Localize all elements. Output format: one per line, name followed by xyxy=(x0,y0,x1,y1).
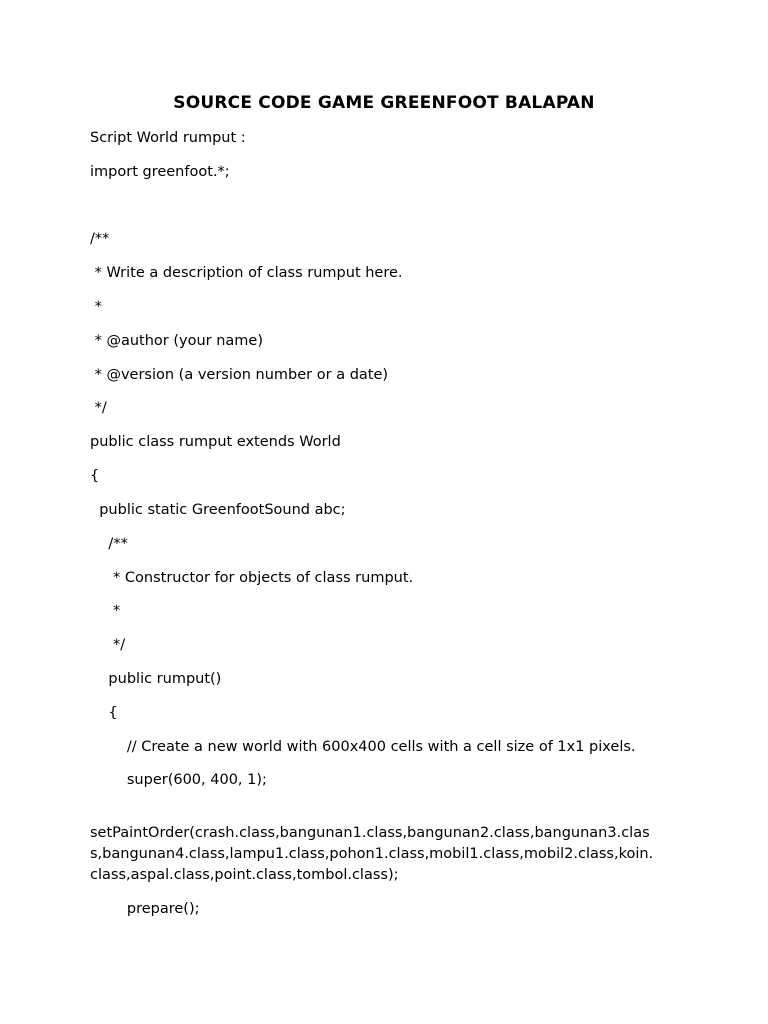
code-line: public class rumput extends World xyxy=(90,434,341,450)
text-line: import greenfoot.*; xyxy=(90,164,230,180)
document-title: SOURCE CODE GAME GREENFOOT BALAPAN xyxy=(173,93,595,113)
code-paragraph: setPaintOrder(crash.class,bangunan1.class,bangunan2.class,bangunan3.clas s,bangunan4.class,lampu1.class,pohon1.class,mobil1.class,mobil2.class,koin. class,aspal.class,point.class,tombol.class); xyxy=(90,825,654,883)
code-line: { xyxy=(90,705,118,721)
code-line: * @author (your name) xyxy=(90,333,264,349)
code-line: */ xyxy=(90,400,107,416)
code-line: // Create a new world with 600x400 cells with a cell size of 1x1 pixels. xyxy=(90,739,636,755)
code-line: * xyxy=(90,603,121,619)
code-line: * xyxy=(90,299,102,315)
code-line: prepare(); xyxy=(90,901,200,917)
code-line: * @version (a version number or a date) xyxy=(90,367,389,383)
code-line: /** xyxy=(90,231,110,247)
code-line: { xyxy=(90,468,100,484)
code-line: */ xyxy=(90,637,126,653)
code-line: public rumput() xyxy=(90,671,222,687)
text-line: Script World rumput : xyxy=(90,130,246,146)
code-line: * Write a description of class rumput here. xyxy=(90,265,403,281)
code-line: super(600, 400, 1); xyxy=(90,772,267,788)
code-line: /** xyxy=(90,536,128,552)
code-line: * Constructor for objects of class rumput. xyxy=(90,570,414,586)
code-line: public static GreenfootSound abc; xyxy=(90,502,346,518)
